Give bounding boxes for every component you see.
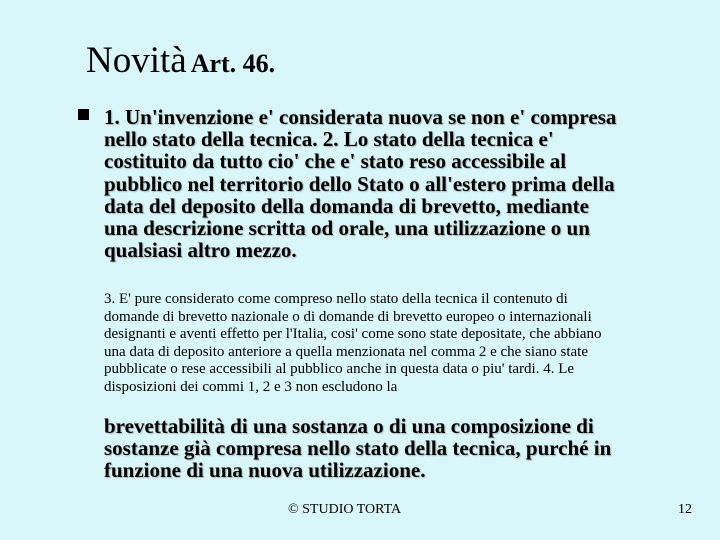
slide-number: 12 [678, 502, 692, 517]
paragraph-bold-2: brevettabilità di una sostanza o di una composizione di sostanze già compresa nello stato della tecnica, purché in funzione di una nuova utilizzazione. [104, 414, 612, 483]
paragraph-small: 3. E' pure considerato come compreso nello stato della tecnica il contenuto di domande di brevetto nazionale o di domande di brevetto europeo o internazionali designanti e aventi effetto per l'Italia, cosi' come sono state depositate, che abbiano una data di deposito anteriore a quella menzionata nel comma 2 e che siano state pubblicate o rese accessibili al pubblico anche in questa data o piu' tardi. 4. Le disposizioni dei commi 1, 2 e 3 non escludono la [104, 291, 602, 395]
footer-copyright: © STUDIO TORTA [288, 502, 402, 517]
title-main: Novità [86, 40, 187, 81]
paragraph-bold-1: 1. Un'invenzione e' considerata nuova se non e' compresa nello stato della tecnica. 2. Lo stato della tecnica e' costituito da tutto cio' che e' stato reso accessibile al pubblico nel territorio dello Stato o all'estero prima della data del deposito della domanda di brevetto, mediante una descrizione scritta od orale, una utilizzazione o un qualsiasi altro mezzo. [104, 105, 617, 263]
bullet-square-icon [78, 109, 89, 120]
slide-title [86, 42, 275, 79]
title-article: Art. 46. [190, 49, 276, 78]
